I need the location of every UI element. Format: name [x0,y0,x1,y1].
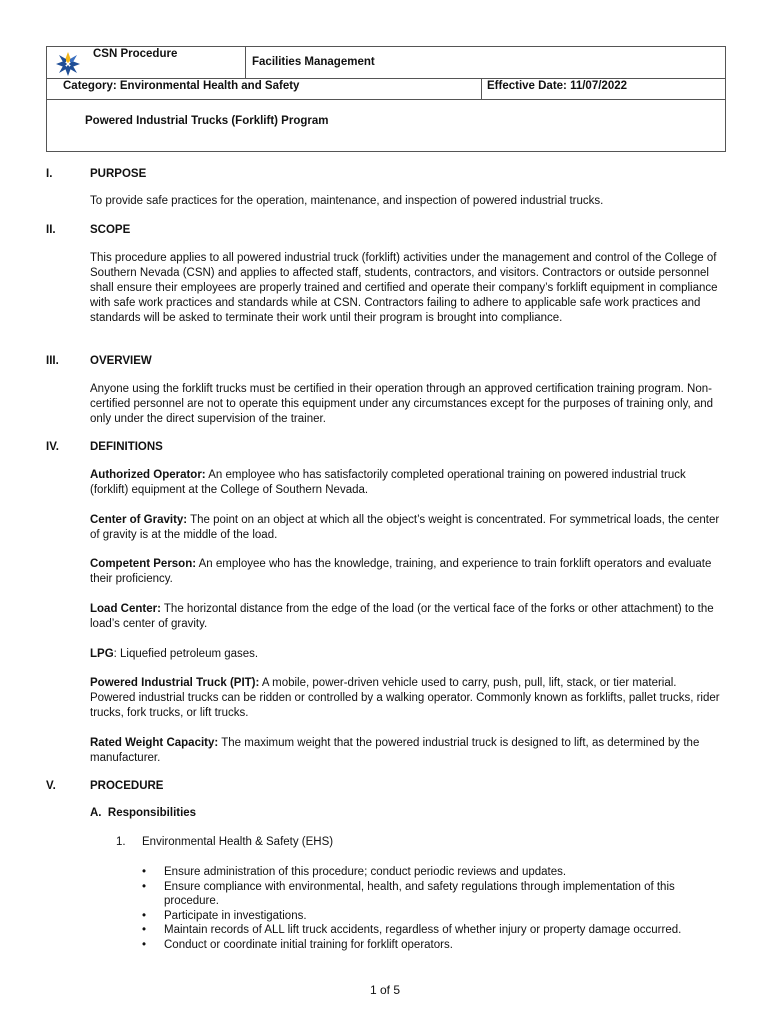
definition-text: The maximum weight that the powered industrial truck is designed to lift, as determined by the manufacturer. [90,737,700,764]
definition-item [90,647,725,662]
purpose-text: To provide safe practices for the operation, maintenance, and inspection of powered industrial trucks. [90,195,604,207]
definition-text: : Liquefied petroleum gases. [113,648,259,660]
definition-term: Authorized Operator: [90,469,206,481]
category-label: Category: Environmental Health and Safety [63,80,300,92]
section-number: V. [46,780,56,792]
list-item-number: 1. [116,836,126,848]
definition-item [90,676,725,721]
section-number: IV. [46,441,60,453]
section-heading-overview: OVERVIEW [90,355,152,367]
list-item-title: Environmental Health & Safety (EHS) [142,836,334,848]
definition-term: Rated Weight Capacity: [90,737,219,749]
definition-term: Center of Gravity: [90,514,188,526]
document-title: Powered Industrial Trucks (Forklift) Program [85,115,329,127]
overview-text: Anyone using the forklift trucks must be certified in their operation through an approved certification training program. Non-certified personnel are not to operate this equipment under any circumstances except for the purposes of training only, and only under the direct supervision of the trainer. [90,383,714,425]
definition-term: LPG [90,648,114,660]
section-heading-scope: SCOPE [90,224,131,236]
header-row-2 [47,78,725,100]
definition-text: The horizontal distance from the edge of the load (or the vertical face of the forks or other attachment) to the load’s center of gravity. [90,603,714,630]
list-item: • Ensure administration of this procedure; conduct periodic reviews and updates. [142,865,732,880]
header-row-1 [47,47,725,79]
section-heading-purpose: PURPOSE [90,168,147,180]
section-number: II. [46,224,56,236]
section-number: III. [46,355,59,367]
header-divider [481,78,482,99]
definition-term: Competent Person: [90,558,197,570]
list-item: • Maintain records of ALL lift truck accidents, regardless of whether injury or property damage occurred. [142,923,732,938]
scope-text: This procedure applies to all powered industrial truck (forklift) activities under the management and control of the College of Southern Nevada (CSN) and applies to affected staff, students, contractors, and visitors. Contractors or outside personnel shall ensure their employees are properly trained and certified and operate their company’s forklift equipment in compliance with safe work practices and standards while at CSN. Contractors failing to adhere to applicable safe work practices and standards will be asked to terminate their work until their program is brought into compliance. [90,252,718,324]
department-name: Facilities Management [252,56,375,68]
page-number: 1 of 5 [369,983,401,997]
definition-item [90,468,725,498]
header-divider [245,47,246,78]
list-item: • Ensure compliance with environmental, health, and safety regulations through implementation of this procedure. [142,880,732,909]
csn-logo-icon [55,51,81,77]
subsection-heading-responsibilities: A. Responsibilities [90,807,197,819]
definition-term: Powered Industrial Truck (PIT): [90,677,260,689]
definition-item [90,602,725,632]
section-heading-definitions: DEFINITIONS [90,441,163,453]
header-row-3 [47,99,725,153]
effective-date: Effective Date: 11/07/2022 [487,80,628,92]
definition-text: An employee who has the knowledge, training, and experience to train forklift operators and evaluate their proficiency. [90,558,712,585]
definition-item [90,513,725,543]
definition-text: A mobile, power-driven vehicle used to carry, push, pull, lift, stack, or tier material. Powered industrial trucks can be ridden or controlled by a walking operator. Commonly known as forklifts, pallet trucks, rider trucks, fork trucks, or lift trucks. [90,677,720,719]
responsibility-bullet-list [142,865,732,952]
list-item: • Participate in investigations. [142,909,732,924]
procedure-header-table [46,46,726,152]
definition-item [90,736,725,766]
procedure-label: CSN Procedure [93,48,178,60]
definition-term: Load Center: [90,603,161,615]
definition-text: The point on an object at which all the object’s weight is concentrated. For symmetrical loads, the center of gravity is at the middle of the load. [90,514,720,541]
definition-text: An employee who has satisfactorily completed operational training on powered industrial truck (forklift) equipment at the College of Southern Nevada. [90,469,686,496]
section-heading-procedure: PROCEDURE [90,780,164,792]
list-item: • Conduct or coordinate initial training for forklift operators. [142,938,732,953]
definition-item [90,557,725,587]
section-number: I. [46,168,53,180]
